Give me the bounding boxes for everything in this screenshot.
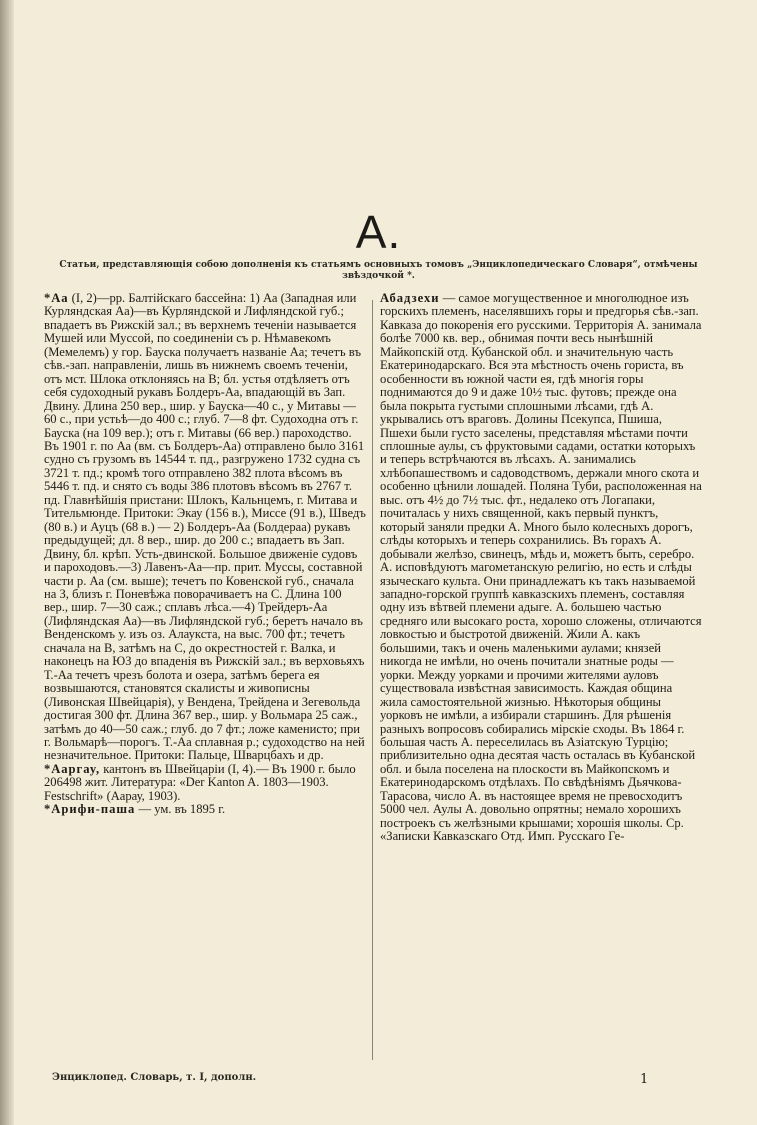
entry-aa: [44, 292, 366, 763]
entry-abadzekhi: [380, 292, 702, 844]
entry-aargau-text: кантонъ въ Швейцаріи (I, 4).— Въ 1900 г. было 206498 жит. Литература: «Der Kanton A. 1803—1903. Festschrift» (Аарау, 1903).: [44, 761, 356, 803]
headword-abadzekhi: Абадзехи: [380, 292, 440, 305]
entry-arifi-pasha: [44, 803, 366, 816]
entry-aa-text: (I, 2)—рр. Балтійскаго бассейна: 1) Аа (Западная или Курляндская Аа)—въ Курляндской и Лифляндской губ.; впадаетъ въ Рижскій зал.; въ верхнемъ теченіи называется Мушей или Муссой, по соединеніи съ р. Нѣмавекомъ (Мемелемъ) у гор. Бауска получаетъ названіе Аа; течетъ въ сѣв.-зап. направленіи, лишь въ нижнемъ своемъ теченіи, отъ мст. Шлока отклоняясь на В; бл. устья отдѣляетъ отъ себя судоходный рукавъ Болдеръ-Аа, впадающій въ Зап. Двину. Длина 250 вер., шир. у Бауска—40 с., у Митавы — 60 с., при устьѣ—до 400 с.; глуб. 7—8 фт. Судоходна отъ г. Бауска (на 109 вер.); отъ г. Митавы (66 вер.) пароходство. Въ 1901 г. по Аа (вм. съ Болдеръ-Аа) отправлено было 3161 судно съ грузомъ въ 14544 т. пд., разгружено 1732 судна съ 3721 т. пд.; кромѣ того отправлено 382 плота вѣсомъ въ 5446 т. пд. и снято съ воды 386 плотовъ вѣсомъ въ 2767 т. пд. Главнѣйшія пристани: Шлокъ, Кальнцемъ, г. Митава и Тительмюнде. Притоки: Экау (156 в.), Миссе (91 в.), Шведъ (80 в.) и Ауцъ (68 в.) — 2) Болдеръ-Аа (Болдераа) рукавъ предыдущей; дл. 8 вер., шир. до 200 с.; впадаетъ въ Зап. Двину, бл. крѣп. Усть-двинской. Большое движеніе судовъ и пароходовъ.—3) Лавенъ-Аа—пр. прит. Муссы, составной части р. Аа (см. выше); течетъ по Ковенской губ., сначала на З, близъ г. Поневѣжа поворачиваетъ на С. Длина 100 вер., шир. 7—30 саж.; сплавъ лѣса.—4) Трейдеръ-Аа (Лифляндская Аа)—въ Лифляндской губ.; беретъ начало въ Венденскомъ у. изъ оз. Алаукста, на выс. 700 фт.; течетъ сначала на В, затѣмъ на С, до окрестностей г. Валка, и наконецъ на ЮЗ до впаденія въ Рижскій зал.; въ верховьяхъ Т.-Аа течетъ чрезъ болота и озера, затѣмъ берега ея возвышаются, становятся скалисты и живописны (Ливонская Швейцарія), у Вендена, Трейдена и Зегевольда достигая 300 фт. Длина 367 вер., шир. у Вольмара 25 саж., затѣмъ до 40—50 саж.; глуб. до 7 фт.; ложе каменисто; при г. Вольмарѣ—порогъ. Т.-Аа сплавная р.; судоходство на ней незначительное. Притоки: Пальце, Шварцбахъ и др.: [44, 292, 366, 763]
section-letter-heading: А.: [355, 206, 402, 258]
section-subtitle: Статьи, представляющія собою дополненія къ статьямъ основныхъ томовъ „Энциклопедическаго Словаря“, отмѣчены звѣздочкой *.: [59, 260, 698, 281]
entry-arifi-pasha-text: — ум. въ 1895 г.: [135, 802, 226, 817]
entry-aargau: [44, 763, 366, 803]
headword-arifi-pasha: *Арифи-паша: [44, 802, 136, 817]
right-column: [380, 292, 702, 1062]
page-number: 1: [640, 1072, 649, 1087]
entry-abadzekhi-text: — самое могущественное и многолюдное изъ горскихъ племенъ, населявшихъ горы и предгорья сѣв.-зап. Кавказа до покоренія его русскими. Территорія А. занимала болѣе 7000 кв. вер., обнимая почти весь нынѣшній Майкопскій отд. Кубанской обл. и значительную часть Екатеринодарскаго. Вся эта мѣстность очень гориста, въ особенности въ южной части ея, гдѣ многія горы поднимаются до 9 и даже 10½ тыс. футовъ; прежде она была покрыта густыми сплошными лѣсами, гдѣ А. укрывались отъ враговъ. Долины Псекупса, Пшиша, Пшехи были густо заселены, представляя мѣстами почти сплошные аулы, съ фруктовыми садами, остатки которыхъ и теперь встрѣчаются въ лѣсахъ. А. занимались хлѣбопашествомъ и садоводствомъ, держали много скота и особенно цѣнили лошадей. Поляна Туби, расположенная на выс. отъ 4½ до 7½ тыс. фт., недалеко отъ Логапаки, почиталась у нихъ священной, какъ первый пунктъ, который заняли предки А. Много было колесныхъ дорогъ, слѣды которыхъ и теперь сохранились. Въ горахъ А. добывали желѣзо, свинецъ, мѣдь и, можетъ быть, серебро. А. исповѣдуютъ магометанскую религію, но есть и слѣды языческаго культа. Они принадлежатъ къ такъ называемой западно-горской группѣ кавказскихъ племенъ, составляя одну изъ вѣтвей племени адыге. А. большею частью средняго или высокаго роста, хорошо сложены, отличаются ловкостью и быстротой движеній. Жили А. какъ большими, такъ и очень маленькими аулами; князей никогда не имѣли, но очень почитали знатные роды — уорки. Между уорками и прочими жителями ауловъ существовала извѣстная зависимость. Каждая община жила самостоятельной жизнью. Нѣкоторыя общины уорковъ не имѣли, а избирали старшинъ. Для рѣшенія разныхъ вопросовъ собирались мірскіе сходы. Въ 1864 г. большая часть А. переселилась въ Азіатскую Турцію; приблизительно одна десятая часть осталась въ Кубанской обл. и была поселена на плоскости въ Майкопскомъ и Екатеринодарскомъ отдѣлахъ. По свѣдѣніямъ Дьячкова-Тарасова, число А. въ настоящее время не превосходитъ 5000 чел. Аулы А. довольно опрятны; немало хорошихъ построекъ съ желѣзными крышами; хорошія школы. Ср. «Записки Кавказскаго Отд. Имп. Русскаго Ге-: [380, 292, 702, 844]
page-footer: Энциклопед. Словарь, т. I, дополн.: [52, 1072, 257, 1083]
column-divider: [372, 300, 373, 1060]
left-column: [44, 292, 366, 1062]
headword-aargau: *Ааргау,: [44, 761, 101, 776]
headword-aa: *Аа: [44, 292, 69, 305]
